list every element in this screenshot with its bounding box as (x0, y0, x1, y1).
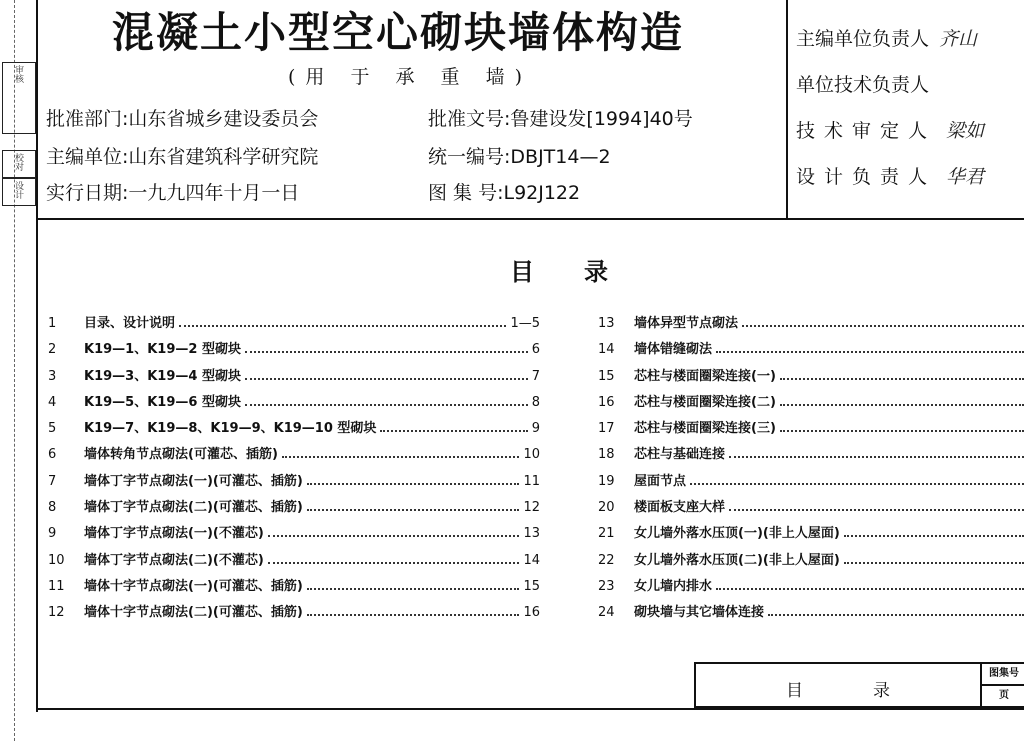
toc-item-number: 18 (598, 447, 615, 463)
toc-item (598, 496, 1024, 522)
toc-leader-dots (245, 378, 528, 380)
toc-leader-dots (716, 588, 1024, 590)
toc-item-number: 15 (598, 368, 615, 384)
toc-leader-dots (716, 351, 1024, 353)
toc-item-number: 11 (48, 578, 65, 594)
toc-item-page: 16 (523, 605, 540, 621)
toc-item (598, 549, 1024, 575)
document-subtitle: (用 于 承 重 墙) (288, 66, 532, 88)
signer-row (796, 106, 984, 152)
margin-seal: 校对 (13, 153, 23, 171)
title-block-label: 目录 (786, 681, 960, 701)
toc-item-title: 屋面节点 (634, 473, 687, 489)
toc-item-page: 13 (523, 526, 540, 542)
toc-leader-dots (780, 378, 1024, 380)
toc-item-title: K19—1、K19—2 型砌块 (84, 342, 241, 358)
toc-item-title: 芯柱与楼面圈梁连接(二) (634, 394, 776, 410)
toc-item-title: 墙体转角节点砌法(可灌芯、插筋) (84, 447, 278, 463)
toc-leader-dots (844, 562, 1024, 564)
toc-leader-dots (380, 430, 527, 432)
toc-leader-dots (245, 351, 528, 353)
toc-item (48, 391, 540, 417)
toc-item (598, 601, 1024, 627)
title-block-atlas-label: 图集号 (980, 664, 1024, 686)
margin-seal: 设计 (13, 181, 23, 199)
toc-item-number: 23 (598, 578, 615, 594)
toc-item-number: 2 (48, 342, 57, 358)
toc-item-number: 10 (48, 552, 65, 568)
toc-item-title: 墙体丁字节点砌法(二)(可灌芯、插筋) (84, 500, 303, 516)
toc-item (48, 575, 540, 601)
toc-item-title: 目录、设计说明 (84, 316, 176, 331)
toc-item-page: 10 (523, 447, 540, 463)
toc-item (48, 417, 540, 443)
toc-item-number: 6 (48, 447, 57, 463)
toc-item-number: 24 (598, 605, 615, 621)
toc-leader-dots (729, 456, 1024, 458)
toc-item-page: 7 (531, 368, 540, 384)
toc-leader-dots (307, 614, 520, 616)
toc-leader-dots (780, 430, 1024, 432)
toc-leader-dots (307, 483, 520, 485)
toc-item-number: 22 (598, 552, 615, 568)
toc-leader-dots (780, 404, 1024, 406)
toc-item-title: 芯柱与楼面圈梁连接(三) (634, 421, 776, 437)
signature: 梁如 (946, 119, 985, 142)
signature: 华君 (946, 165, 985, 188)
toc-item-number: 20 (598, 500, 615, 516)
toc-item (598, 443, 1024, 469)
signature: 齐山 (939, 27, 978, 50)
toc-item (48, 338, 540, 364)
toc-item-page: 1—5 (510, 316, 540, 331)
header-vertical-divider (786, 0, 788, 220)
toc-item (598, 470, 1024, 496)
approval-department: 批准部门:山东省城乡建设委员会 (46, 108, 319, 130)
toc-leader-dots (268, 562, 520, 564)
toc-item-title: 墙体丁字节点砌法(一)(可灌芯、插筋) (84, 473, 303, 489)
signer-row (796, 14, 984, 60)
toc-item (598, 522, 1024, 548)
frame-left-border (36, 0, 38, 712)
toc-item-number: 8 (48, 500, 57, 516)
toc-item-page: 11 (523, 473, 540, 489)
toc-item-title: 砌块墙与其它墙体连接 (634, 605, 765, 621)
toc-item-page: 12 (523, 500, 540, 516)
toc-leader-dots (245, 404, 528, 406)
toc-item (598, 365, 1024, 391)
toc-item-number: 1 (48, 316, 57, 331)
toc-item-number: 17 (598, 421, 615, 437)
toc-leader-dots (844, 535, 1024, 537)
toc-item (598, 417, 1024, 443)
title-block-page-label: 页 (980, 686, 1024, 708)
toc-item (598, 338, 1024, 364)
effective-date: 实行日期:一九九四年十月一日 (46, 182, 300, 204)
toc-item-number: 12 (48, 605, 65, 621)
toc-item-number: 16 (598, 394, 615, 410)
signers-block (796, 14, 984, 198)
toc-item-title: 墙体十字节点砌法(二)(可灌芯、插筋) (84, 605, 303, 621)
toc-leader-dots (729, 509, 1024, 511)
toc-right-column (598, 312, 1024, 628)
toc-item (48, 443, 540, 469)
toc-item-page: 9 (531, 421, 540, 437)
toc-item (48, 522, 540, 548)
toc-item-number: 21 (598, 526, 615, 542)
toc-item (598, 312, 1024, 338)
toc-item-title: 墙体错缝砌法 (634, 342, 713, 358)
margin-seal-box (2, 178, 36, 206)
toc-item-number: 9 (48, 526, 57, 542)
header-divider (36, 218, 1024, 220)
margin-seal-box (2, 62, 36, 134)
document-title: 混凝土小型空心砌块墙体构造 (112, 8, 685, 57)
toc-item (48, 601, 540, 627)
toc-item-page: 8 (531, 394, 540, 410)
title-block (694, 662, 1024, 708)
toc-leader-dots (307, 588, 520, 590)
toc-leader-dots (307, 509, 520, 511)
atlas-number: 图 集 号:L92J122 (428, 182, 581, 204)
signer-label: 设计负责人 (796, 165, 937, 188)
toc-item (48, 549, 540, 575)
frame-bottom-border (36, 708, 1024, 710)
toc-item-number: 14 (598, 342, 615, 358)
toc-item-number: 13 (598, 316, 615, 331)
toc-item-page: 15 (523, 578, 540, 594)
toc-item-title: 女儿墙外落水压顶(一)(非上人屋面) (634, 526, 840, 542)
signer-label: 技术审定人 (796, 119, 937, 142)
unified-number: 统一编号:DBJT14—2 (428, 146, 611, 168)
toc-item-title: K19—5、K19—6 型砌块 (84, 394, 241, 410)
toc-item-number: 19 (598, 473, 615, 489)
toc-item-number: 5 (48, 421, 57, 437)
toc-item (48, 365, 540, 391)
margin-seal: 审核 (13, 65, 23, 83)
signer-label: 主编单位负责人 (796, 27, 930, 50)
toc-item-title: 墙体异型节点砌法 (634, 316, 739, 331)
toc-item-page: 14 (523, 552, 540, 568)
toc-item-number: 7 (48, 473, 57, 489)
toc-item-title: 墙体丁字节点砌法(二)(不灌芯) (84, 552, 264, 568)
margin-seal-box (2, 150, 36, 178)
toc-item-number: 4 (48, 394, 57, 410)
toc-item-title: 芯柱与楼面圈梁连接(一) (634, 368, 776, 384)
approval-number: 批准文号:鲁建设发[1994]40号 (428, 108, 693, 130)
toc-item (598, 575, 1024, 601)
toc-leader-dots (768, 614, 1024, 616)
toc-item-title: 女儿墙内排水 (634, 578, 713, 594)
toc-item (598, 391, 1024, 417)
toc-item-title: 墙体丁字节点砌法(一)(不灌芯) (84, 526, 264, 542)
toc-item-title: K19—7、K19—8、K19—9、K19—10 型砌块 (84, 421, 377, 437)
toc-item-title: 芯柱与基础连接 (634, 447, 726, 463)
toc-item-number: 3 (48, 368, 57, 384)
toc-item-title: 墙体十字节点砌法(一)(可灌芯、插筋) (84, 578, 303, 594)
toc-item-title: 楼面板支座大样 (634, 500, 726, 516)
toc-leader-dots (690, 483, 1024, 485)
toc-leader-dots (282, 456, 520, 458)
signer-row (796, 60, 984, 106)
editor-unit: 主编单位:山东省建筑科学研究院 (46, 146, 319, 168)
toc-leader-dots (179, 325, 506, 327)
toc-item (48, 312, 540, 338)
toc-heading: 目录 (510, 258, 658, 286)
toc-item (48, 470, 540, 496)
toc-leader-dots (268, 535, 520, 537)
toc-leader-dots (742, 325, 1024, 327)
signer-row (796, 152, 984, 198)
toc-item-page: 6 (531, 342, 540, 358)
toc-left-column (48, 312, 540, 628)
toc-item-title: 女儿墙外落水压顶(二)(非上人屋面) (634, 552, 840, 568)
toc-item (48, 496, 540, 522)
signer-label: 单位技术负责人 (796, 73, 930, 96)
toc-item-title: K19—3、K19—4 型砌块 (84, 368, 241, 384)
